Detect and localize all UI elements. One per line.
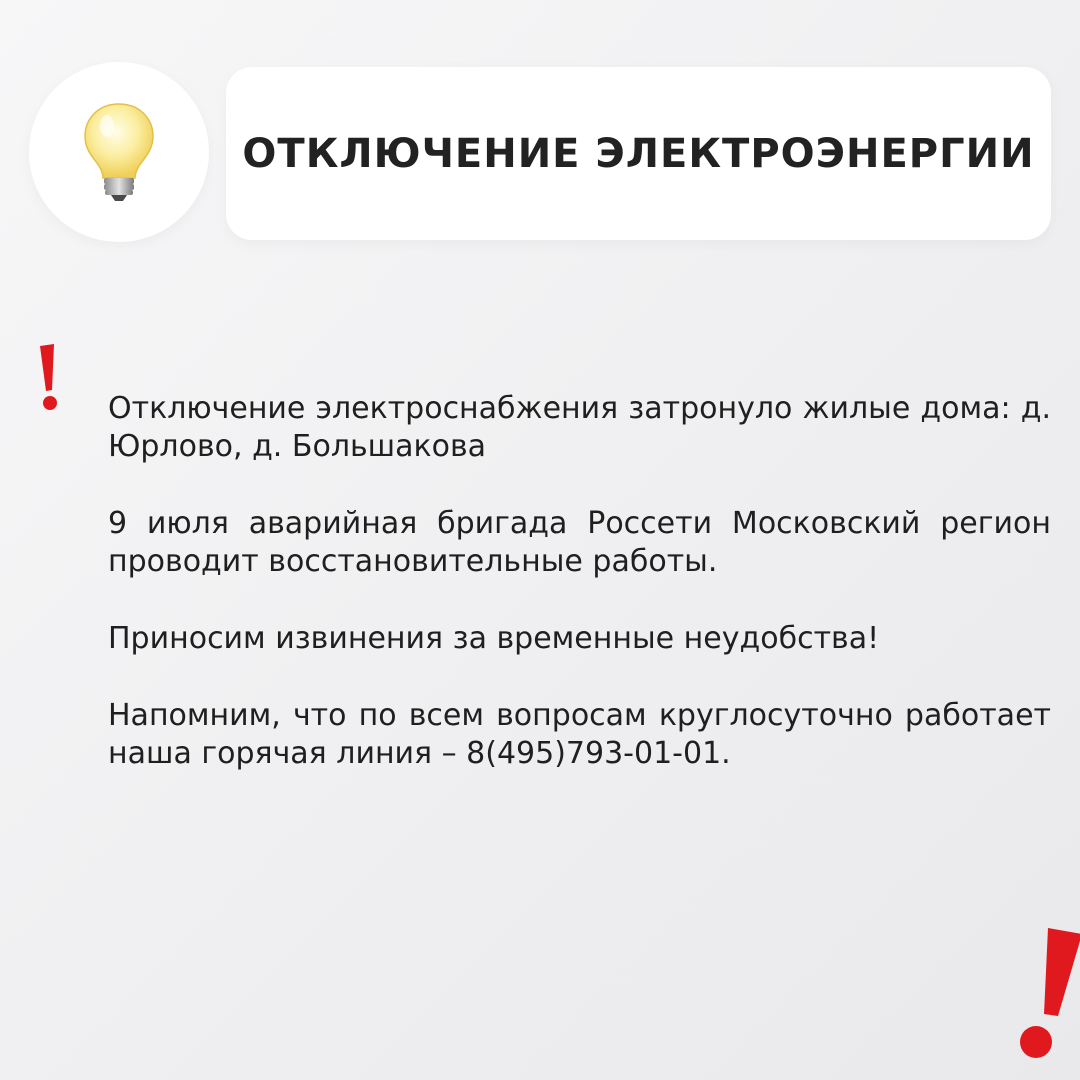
paragraph-repair-work: 9 июля аварийная бригада Россети Московский регион проводит восстановительные работы. bbox=[108, 506, 1051, 579]
paragraph-affected-houses: Отключение электроснабжения затронуло жилые дома: д. Юрлово, д. Большакова bbox=[108, 391, 1051, 464]
lightbulb-badge bbox=[29, 62, 209, 242]
announcement-body bbox=[108, 390, 1051, 812]
page-title: ОТКЛЮЧЕНИЕ ЭЛЕКТРОЭНЕРГИИ bbox=[242, 130, 1035, 177]
exclamation-icon bbox=[1000, 920, 1080, 1070]
paragraph-apology: Приносим извинения за временные неудобства! bbox=[108, 621, 880, 656]
title-card bbox=[226, 67, 1051, 240]
lightbulb-icon bbox=[79, 100, 159, 204]
exclamation-icon bbox=[30, 338, 78, 416]
paragraph-hotline: Напомним, что по всем вопросам круглосуточно работает наша горячая линия – 8(495)793-01-01. bbox=[108, 698, 1051, 771]
